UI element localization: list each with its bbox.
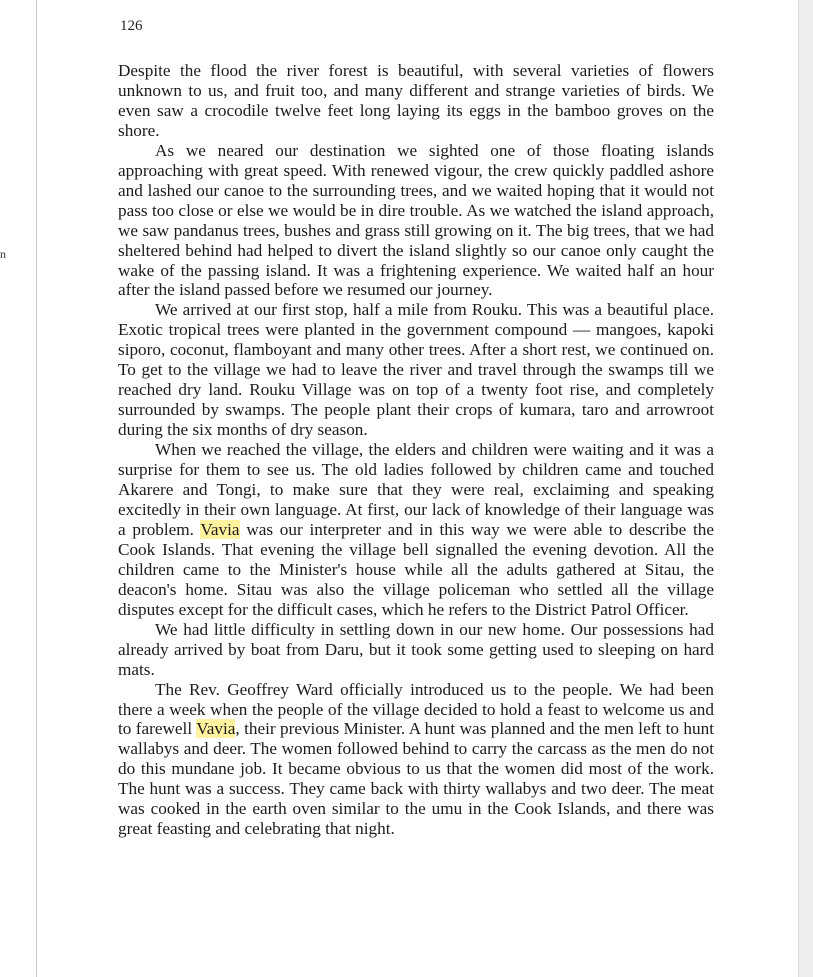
page-number: 126: [120, 18, 143, 34]
text-segment: , their previous Minister. A hunt was planned and the men left to hunt wallabys and deer. The women followed behind to carry the carcass as the men do not do this mundane job. It became obvious to us that the women did most of the work. The hunt was a success. They came back with thirty wallabys and two deer. The meat was cooked in the earth oven similar to the umu in the Cook Islands, and there was great feasting and celebrating that night.: [118, 719, 714, 839]
scroll-gutter[interactable]: [798, 0, 813, 977]
paragraph-6: [118, 680, 714, 840]
text-segment: We arrived at our first stop, half a mile from Rouku. This was a beautiful place. Exotic tropical trees were planted in the government compound — mangoes, kapoki siporo, coconut, flamboyant and many other trees. After a short rest, we continued on. To get to the village we had to leave the river and travel through the swamps till we reached dry land. Rouku Village was on top of a twenty foot rise, and completely surrounded by swamps. The people plant their crops of kumara, taro and arrowroot during the six months of dry season.: [118, 300, 714, 440]
paragraph-5: [118, 620, 714, 680]
highlighted-term[interactable]: Vavia: [200, 519, 240, 539]
paragraph-2: [118, 141, 714, 301]
text-segment: was our interpreter and in this way we were able to describe the Cook Islands. That evening the village bell signalled the evening devotion. All the children came to the Minister's house while all the adults gathered at Sitau, the deacon's home. Sitau was also the village policeman who settled all the village disputes except for the difficult cases, which he refers to the District Patrol Officer.: [118, 519, 714, 619]
body-text: [118, 61, 714, 839]
left-margin-fragment: n: [0, 247, 6, 261]
paragraph-1: [118, 61, 714, 141]
text-segment: As we neared our destination we sighted one of those floating islands approaching with great speed. With renewed vigour, the crew quickly paddled ashore and lashed our canoe to the surrounding trees, and we waited hoping that it would not pass too close or else we would be in dire trouble. As we watched the island approach, we saw pandanus trees, bushes and grass still growing on it. The big trees, that we had sheltered behind had helped to divert the island slightly so our canoe only caught the wake of the passing island. It was a frightening experience. We waited half an hour after the island passed before we resumed our journey.: [118, 140, 714, 300]
text-segment: When we reached the village, the elders and children were waiting and it was a surprise for them to see us. The old ladies followed by children came and touched Akarere and Tongi, to make sure that they were real, exclaiming and speaking excitedly in their own language. At first, our lack of knowledge of their language was a problem.: [118, 440, 714, 539]
text-segment: Despite the flood the river forest is beautiful, with several varieties of flowers unknown to us, and fruit too, and many different and strange varieties of birds. We even saw a crocodile twelve feet long laying its eggs in the bamboo groves on the shore.: [118, 61, 714, 140]
paragraph-3: [118, 300, 714, 440]
highlighted-term[interactable]: Vavia: [196, 719, 236, 739]
text-segment: We had little difficulty in settling down in our new home. Our possessions had already arrived by boat from Daru, but it took some getting used to sleeping on hard mats.: [118, 619, 714, 679]
paragraph-4: [118, 440, 714, 620]
text-segment: The Rev. Geoffrey Ward officially introduced us to the people. We had been there a week when the people of the village decided to hold a feast to welcome us and to farewell: [118, 679, 714, 739]
